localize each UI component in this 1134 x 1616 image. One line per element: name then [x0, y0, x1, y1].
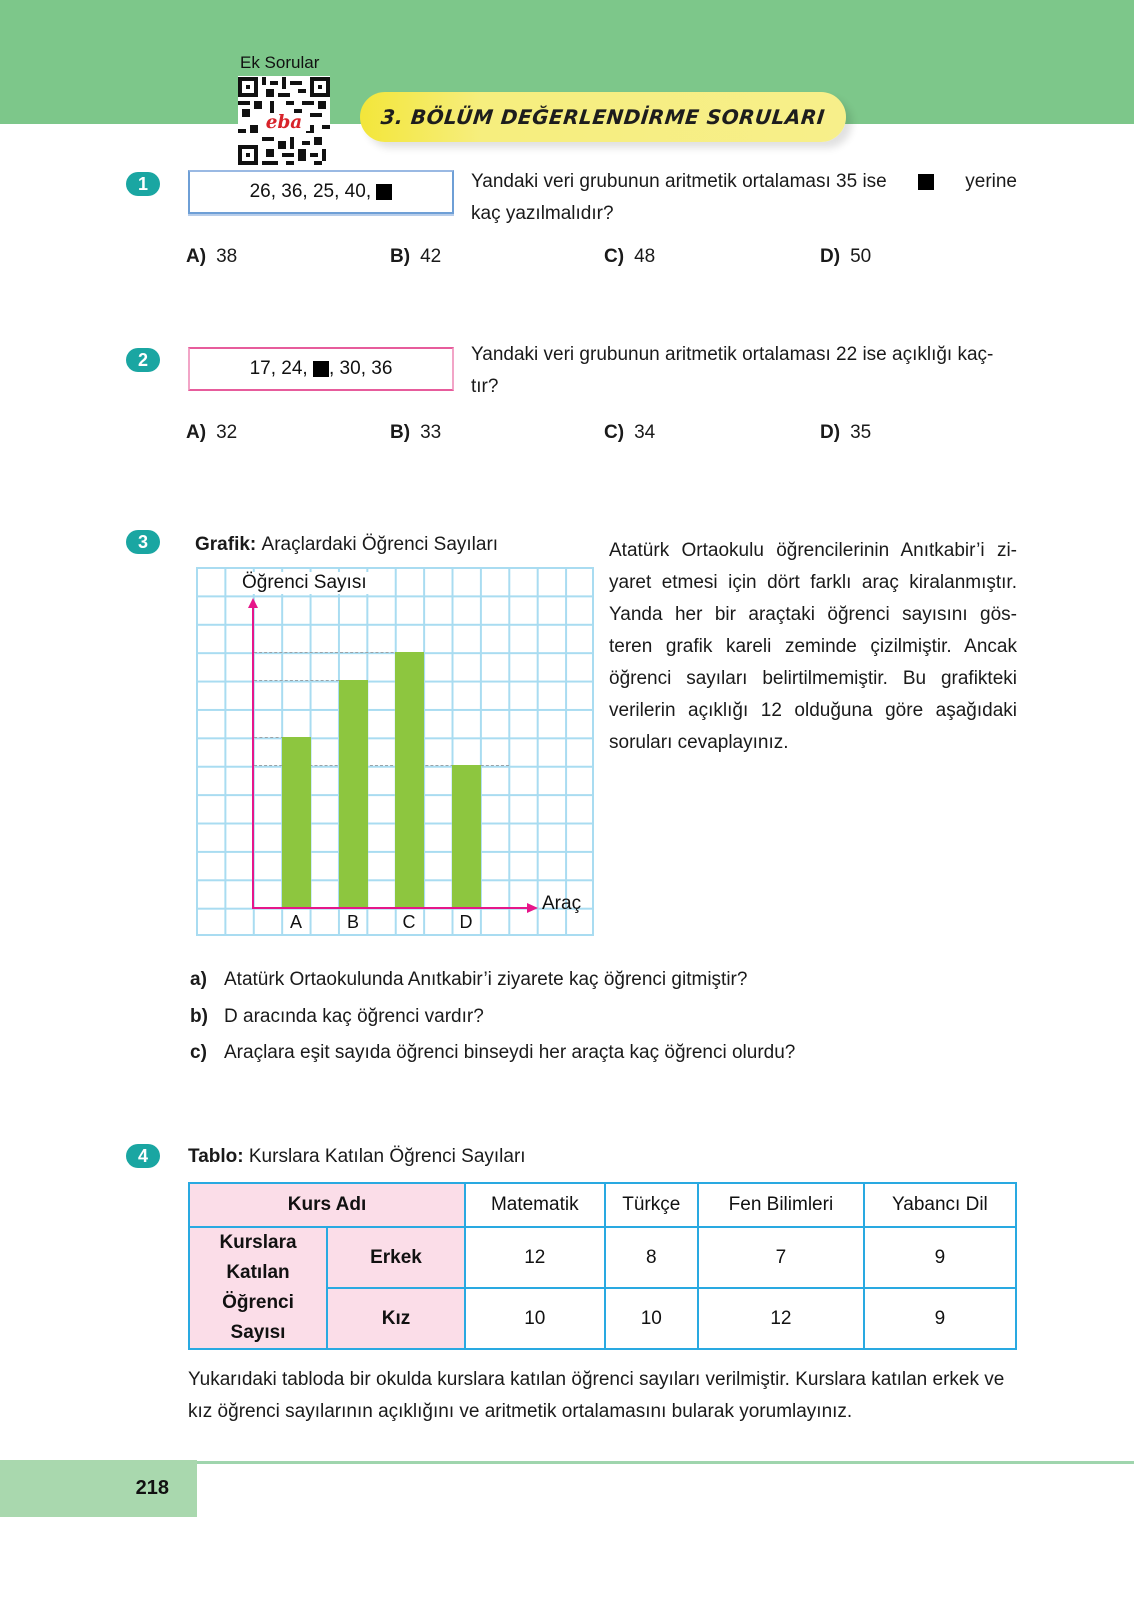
- table-row: [189, 1227, 1016, 1288]
- qr-code[interactable]: [238, 76, 330, 166]
- chart-heading: [195, 534, 498, 556]
- q3-sub-question-b: b) D aracında kaç öğrenci vardır?: [190, 1006, 484, 1027]
- table-corner-header: Kurs Adı: [189, 1183, 465, 1227]
- q2-choice-c[interactable]: C) 34: [604, 422, 656, 443]
- table-cell: 10: [465, 1288, 605, 1349]
- table-cell: 9: [864, 1288, 1016, 1349]
- course-table: [188, 1182, 1017, 1350]
- table-cell: 7: [698, 1227, 864, 1288]
- q1-choice-c[interactable]: C) 48: [604, 246, 656, 267]
- q1-choice-d[interactable]: D) 50: [820, 246, 872, 267]
- chart-heading-title: Araçlardaki Öğrenci Sayıları: [261, 534, 499, 555]
- bar-chart: [196, 567, 594, 936]
- q1-choice-a[interactable]: A) 38: [186, 246, 238, 267]
- q1-choice-b[interactable]: B) 42: [390, 246, 442, 267]
- table-cell: 10: [605, 1288, 699, 1349]
- q2-data-box: [188, 347, 454, 391]
- q2-text-line1: Yandaki veri grubunun aritmetik ortalaması 22 ise açıklığı kaç-: [471, 344, 994, 365]
- unknown-square-icon: [313, 361, 329, 377]
- q1-text-line1-end: yerine: [965, 171, 1017, 192]
- row-header-erkek: Erkek: [327, 1227, 465, 1288]
- x-axis-arrow-icon: [527, 903, 538, 913]
- bar-d: [452, 765, 481, 907]
- section-title-pill: [360, 92, 846, 142]
- ek-sorular-label: Ek Sorular: [240, 53, 320, 72]
- q3-paragraph: Atatürk Ortaokulu öğrencilerinin Anıtkabir’i zi- yaret etmesi için dört farklı araç kiralanmıştır. Yanda her bir araçtaki öğrenci sayısını gös- teren grafik kareli zeminde çizilmiştir. Ancak öğrenci sayıları belirtilmemiştir. Bu grafikteki verilerin açıklığı 12 olduğuna göre aşağıdaki soruları cevaplayınız.: [609, 540, 1017, 753]
- page-number: 218: [135, 1477, 169, 1499]
- column-header: Matematik: [465, 1183, 605, 1227]
- table-cell: 8: [605, 1227, 699, 1288]
- chart-heading-label: Grafik:: [195, 534, 257, 555]
- category-label-d: D: [459, 912, 473, 932]
- q3-sub-question-c: c) Araçlara eşit sayıda öğrenci binseydi her araçta kaç öğrenci olurdu?: [190, 1042, 796, 1063]
- category-label-b: B: [346, 912, 359, 932]
- q2-choice-a[interactable]: A) 32: [186, 422, 238, 443]
- footer-divider: [197, 1461, 1134, 1464]
- q1-text-line1: Yandaki veri grubunun aritmetik ortalaması 35 ise: [471, 171, 887, 192]
- y-axis-label: Öğrenci Sayısı: [242, 572, 367, 593]
- q2-choice-d[interactable]: D) 35: [820, 422, 872, 443]
- table-cell: 12: [698, 1288, 864, 1349]
- row-group-header: Kurslara Katılan Öğrenci Sayısı: [189, 1227, 327, 1349]
- q4-paragraph: Yukarıdaki tabloda bir okulda kurslara katılan öğrenci sayıları verilmiştir. Kurslara katılan erkek ve kız öğrenci sayılarının açıklığını ve aritmetik ortalamasını bularak yorumlayınız.: [188, 1369, 1005, 1422]
- unknown-square-icon: [918, 174, 934, 190]
- table-heading-title: Kurslara Katılan Öğrenci Sayıları: [248, 1146, 526, 1167]
- question-number-badge-4: 4: [126, 1144, 160, 1168]
- bar-a: [282, 737, 311, 907]
- section-title: 3. BÖLÜM DEĞERLENDİRME SORULARI: [379, 105, 827, 129]
- page-number-block: [0, 1460, 197, 1517]
- q1-text: [471, 166, 1017, 230]
- q2-text: [471, 339, 1017, 403]
- column-header: Fen Bilimleri: [698, 1183, 864, 1227]
- qr-code-icon: [238, 76, 330, 166]
- q1-data-values: 26, 36, 25, 40,: [249, 181, 372, 202]
- guide-line-b: [254, 680, 339, 681]
- question-number-badge-3: 3: [126, 530, 160, 554]
- row-header-kiz: Kız: [327, 1288, 465, 1349]
- q2-data-values-start: 17, 24,: [249, 358, 308, 379]
- x-axis-label: Araç: [542, 893, 582, 914]
- q2-text-line2: tır?: [471, 376, 499, 397]
- q1-data-box: [188, 170, 454, 214]
- q2-choice-b[interactable]: B) 33: [390, 422, 442, 443]
- table-heading-label: Tablo:: [188, 1146, 244, 1167]
- category-label-c: C: [402, 912, 416, 932]
- question-number-badge-2: 2: [126, 348, 160, 372]
- bar-b: [339, 680, 368, 907]
- table-cell: 9: [864, 1227, 1016, 1288]
- column-header: Türkçe: [605, 1183, 699, 1227]
- guide-line-a: [254, 737, 284, 738]
- table-header-row: [189, 1183, 1016, 1227]
- question-number-badge-1: 1: [126, 172, 160, 196]
- bar-c: [395, 652, 424, 907]
- table-heading: [188, 1146, 526, 1168]
- table-cell: 12: [465, 1227, 605, 1288]
- q1-text-line2: kaç yazılmalıdır?: [471, 203, 614, 224]
- unknown-square-icon: [376, 184, 392, 200]
- column-header: Yabancı Dil: [864, 1183, 1016, 1227]
- q2-data-values-end: , 30, 36: [329, 358, 393, 379]
- svg-text:eba: eba: [265, 112, 303, 134]
- x-axis: [252, 907, 528, 909]
- y-axis-arrow-icon: [248, 598, 258, 608]
- category-label-a: A: [289, 912, 302, 932]
- q3-sub-question-a: a) Atatürk Ortaokulunda Anıtkabir’i ziyarete kaç öğrenci gitmiştir?: [190, 969, 748, 990]
